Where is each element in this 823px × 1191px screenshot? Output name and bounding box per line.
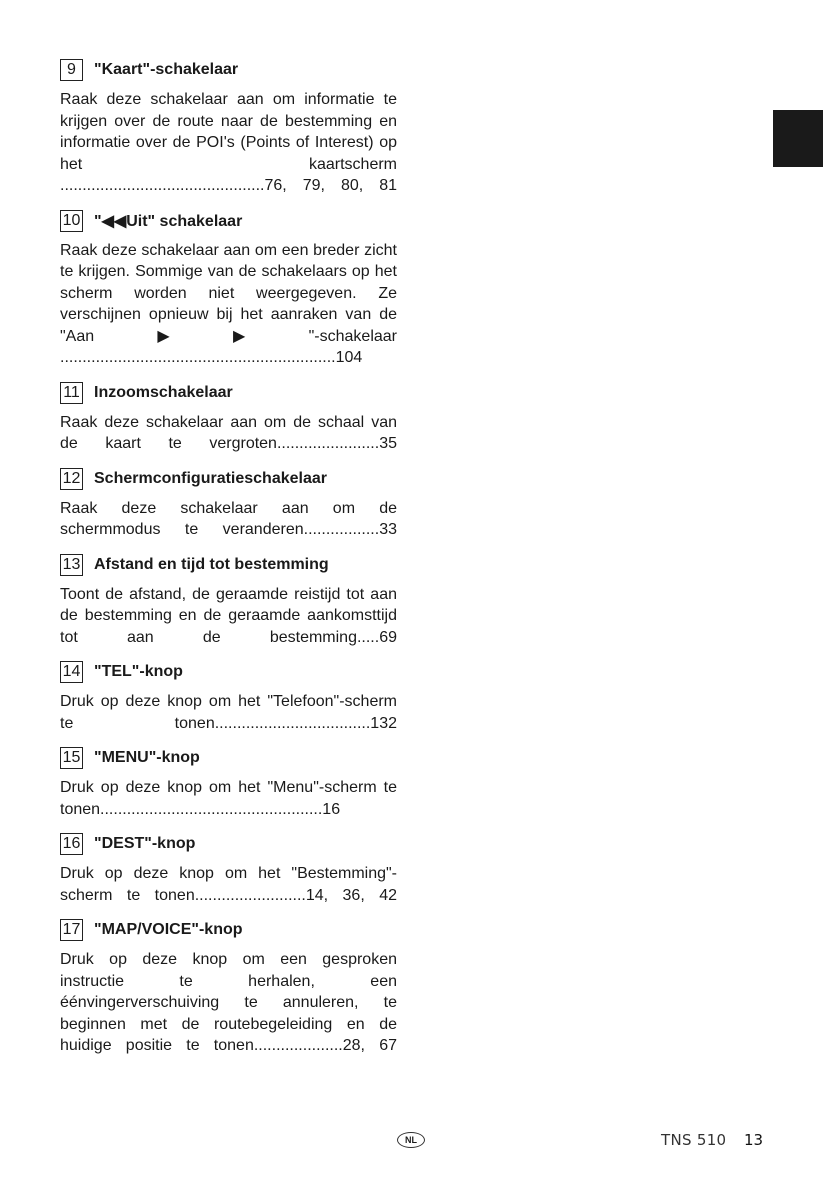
entry-number: 15 [60, 747, 83, 769]
entry-title: "◀◀Uit" schakelaar [94, 212, 243, 230]
entry-16 [60, 832, 397, 906]
entry-title: "MAP/VOICE"-knop [94, 921, 243, 938]
entry-heading [60, 746, 397, 770]
entry-13 [60, 553, 397, 649]
entry-heading [60, 832, 397, 856]
entry-body: Druk op deze knop om het "Menu"-scherm te tonen..................................................16 [60, 779, 397, 818]
entry-heading [60, 553, 397, 577]
entry-heading [60, 381, 397, 405]
entry-heading [60, 918, 397, 942]
entry-11 [60, 381, 397, 455]
entry-body: Raak deze schakelaar aan om de schaal van de kaart te vergroten.......................35 [60, 413, 397, 452]
entry-body: Raak deze schakelaar aan om informatie te krijgen over de route naar de bestemming en informatie over de POI's (Points of Interest) op het kaartscherm ..............................................76, 79, 80, 81 [60, 91, 397, 194]
entry-14 [60, 660, 397, 734]
entry-title: "TEL"-knop [94, 663, 183, 680]
entry-number: 14 [60, 661, 83, 683]
entry-12 [60, 467, 397, 541]
entry-number: 12 [60, 468, 83, 490]
entry-body: Toont de afstand, de geraamde reistijd tot aan de bestemming en de geraamde aankomsttijd tot aan de bestemming.....69 [60, 585, 397, 646]
model-name: TNS 510 [661, 1131, 727, 1149]
entry-10 [60, 209, 397, 369]
page-number: 13 [744, 1131, 764, 1149]
entry-title: Schermconfiguratieschakelaar [94, 469, 327, 487]
entry-15 [60, 746, 397, 820]
entry-number: 16 [60, 833, 83, 855]
entry-9 [60, 58, 397, 197]
entries-column [60, 58, 397, 1069]
entry-body: Druk op deze knop om een gesproken instructie te herhalen, een éénvingerverschuiving te annuleren, te beginnen met de routebegeleiding en de huidige positie te tonen....................28, 67 [60, 951, 397, 1054]
entry-body: Raak deze schakelaar aan om een breder zicht te krijgen. Sommige van de schakelaars op het scherm worden niet weergegeven. Ze verschijnen opnieuw bij het aanraken van de "Aan▶▶"-schakelaar ..............................................................104 [60, 241, 397, 366]
entry-heading [60, 660, 397, 684]
entry-title: "Kaart"-schakelaar [94, 61, 239, 78]
entry-number: 11 [60, 382, 83, 404]
entry-number: 17 [60, 919, 83, 941]
entry-body: Raak deze schakelaar aan om de schermmodus te veranderen.................33 [60, 499, 397, 538]
entry-number: 9 [60, 59, 83, 81]
language-badge: NL [397, 1132, 425, 1148]
entry-heading [60, 467, 397, 491]
page-footer [0, 1130, 823, 1154]
entry-title: Inzoomschakelaar [94, 383, 233, 401]
chapter-tab [773, 110, 823, 167]
entry-number: 13 [60, 554, 83, 576]
entry-body: Druk op deze knop om het "Bestemming"-scherm te tonen.........................14, 36, 42 [60, 865, 397, 904]
entry-number: 10 [60, 210, 83, 232]
entry-17 [60, 918, 397, 1057]
entry-body: Druk op deze knop om het "Telefoon"-scherm te tonen...................................132 [60, 693, 397, 732]
entry-title: "DEST"-knop [94, 835, 196, 852]
entry-title: "MENU"-knop [94, 749, 200, 766]
entry-heading [60, 58, 397, 82]
entry-heading [60, 209, 397, 233]
entry-title: Afstand en tijd tot bestemming [94, 555, 329, 573]
